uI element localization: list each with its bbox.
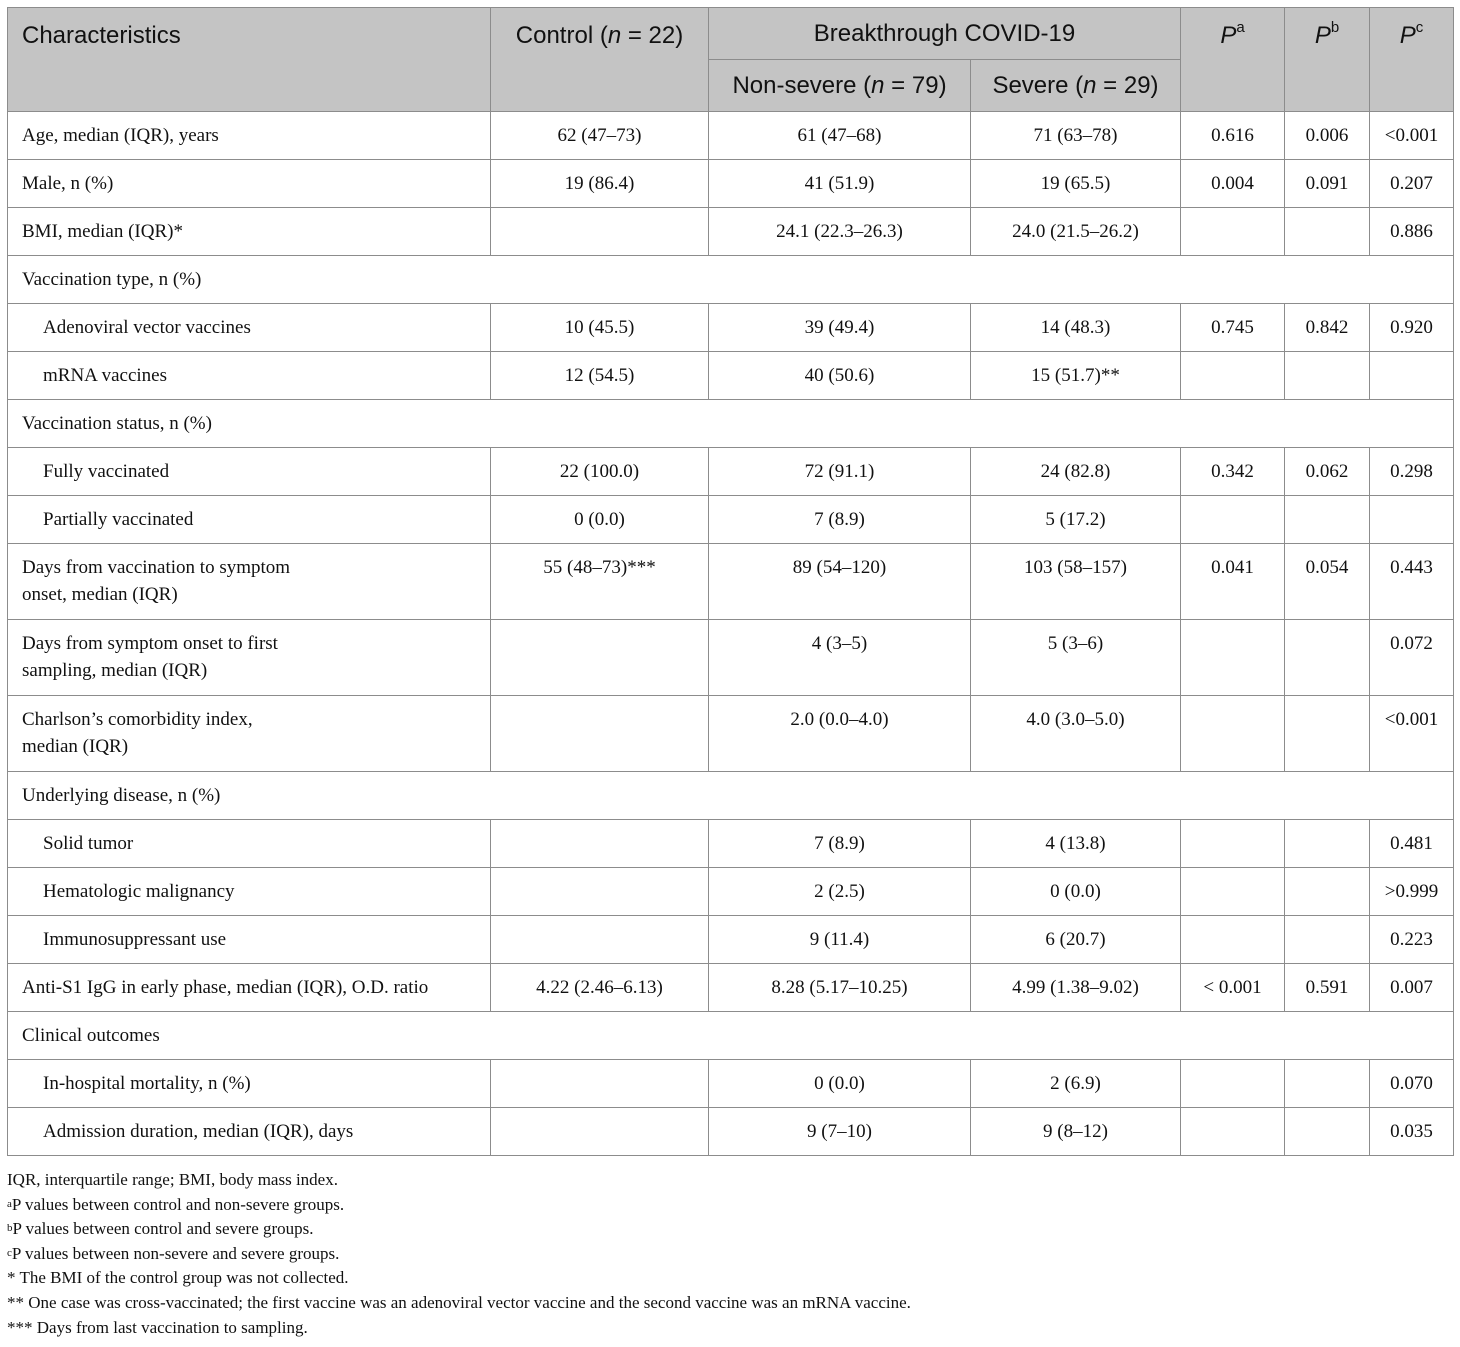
cell-pa (1181, 620, 1285, 696)
cell-pa: 0.004 (1181, 160, 1285, 208)
row-label-line1: Charlson’s comorbidity index, (22, 709, 253, 730)
table-row (8, 868, 1454, 916)
cell-pc: 0.072 (1370, 620, 1454, 696)
characteristics-table (7, 7, 1454, 1156)
cell-nonsevere: 7 (8.9) (709, 820, 971, 868)
cell-control: 4.22 (2.46–6.13) (491, 964, 709, 1012)
cell-nonsevere: 89 (54–120) (709, 544, 971, 620)
cell-nonsevere: 8.28 (5.17–10.25) (709, 964, 971, 1012)
cell-pc: 0.886 (1370, 208, 1454, 256)
cell-control (491, 1060, 709, 1108)
footnote-a: $^a$P values between control and non-severe groups. (7, 1194, 345, 1214)
table-row (8, 544, 1454, 620)
header-characteristics: Characteristics (8, 8, 491, 112)
cell-nonsevere: 40 (50.6) (709, 352, 971, 400)
cell-severe: 6 (20.7) (971, 916, 1181, 964)
cell-pb: 0.591 (1285, 964, 1370, 1012)
cell-severe: 19 (65.5) (971, 160, 1181, 208)
row-label: Hematologic malignancy (8, 868, 491, 916)
cell-pa: < 0.001 (1181, 964, 1285, 1012)
row-label: mRNA vaccines (8, 352, 491, 400)
cell-nonsevere: 9 (7–10) (709, 1108, 971, 1156)
cell-severe: 9 (8–12) (971, 1108, 1181, 1156)
cell-control: 62 (47–73) (491, 112, 709, 160)
cell-nonsevere: 7 (8.9) (709, 496, 971, 544)
cell-pa: 0.616 (1181, 112, 1285, 160)
section-row (8, 256, 1454, 304)
cell-severe: 15 (51.7)** (971, 352, 1181, 400)
footnote-abbreviations: IQR, interquartile range; BMI, body mass index. (7, 1170, 338, 1189)
header-nonsevere: Non-severe (n = 79) (709, 60, 971, 112)
header-pa: $P^a$ (1181, 8, 1285, 112)
cell-nonsevere: 9 (11.4) (709, 916, 971, 964)
row-label (8, 620, 491, 696)
cell-severe: 0 (0.0) (971, 868, 1181, 916)
cell-pa: 0.745 (1181, 304, 1285, 352)
cell-nonsevere: 2.0 (0.0–4.0) (709, 696, 971, 772)
cell-severe: 14 (48.3) (971, 304, 1181, 352)
cell-severe: 5 (3–6) (971, 620, 1181, 696)
cell-control (491, 208, 709, 256)
cell-control (491, 916, 709, 964)
cell-pb (1285, 496, 1370, 544)
cell-control (491, 696, 709, 772)
cell-control: 55 (48–73)*** (491, 544, 709, 620)
cell-control: 19 (86.4) (491, 160, 709, 208)
cell-severe: 5 (17.2) (971, 496, 1181, 544)
row-label: In-hospital mortality, n (%) (8, 1060, 491, 1108)
cell-pc: 0.035 (1370, 1108, 1454, 1156)
cell-control (491, 868, 709, 916)
cell-pb (1285, 620, 1370, 696)
cell-nonsevere: 0 (0.0) (709, 1060, 971, 1108)
cell-nonsevere: 24.1 (22.3–26.3) (709, 208, 971, 256)
row-label: Male, n (%) (8, 160, 491, 208)
header-breakthrough: Breakthrough COVID-19 (709, 8, 1181, 60)
cell-pc (1370, 496, 1454, 544)
cell-severe: 2 (6.9) (971, 1060, 1181, 1108)
cell-pa (1181, 1108, 1285, 1156)
table-row (8, 352, 1454, 400)
row-label: Age, median (IQR), years (8, 112, 491, 160)
section-row (8, 772, 1454, 820)
cell-pc: 0.070 (1370, 1060, 1454, 1108)
row-label: Admission duration, median (IQR), days (8, 1108, 491, 1156)
cell-control: 10 (45.5) (491, 304, 709, 352)
table-header (8, 8, 1454, 112)
cell-pb: 0.062 (1285, 448, 1370, 496)
footnote-star3: *** Days from last vaccination to sampling. (7, 1317, 308, 1337)
cell-pa: 0.342 (1181, 448, 1285, 496)
cell-control (491, 820, 709, 868)
cell-pa (1181, 820, 1285, 868)
cell-severe: 4.0 (3.0–5.0) (971, 696, 1181, 772)
row-label-line2: sampling, median (IQR) (22, 660, 208, 681)
row-label-line2: onset, median (IQR) (22, 584, 178, 605)
footnote-c: $^c$P values between non-severe and severe groups. (7, 1243, 340, 1263)
cell-severe: 24 (82.8) (971, 448, 1181, 496)
cell-pc: 0.920 (1370, 304, 1454, 352)
cell-pb: 0.006 (1285, 112, 1370, 160)
row-label: Partially vaccinated (8, 496, 491, 544)
table-row (8, 112, 1454, 160)
cell-pc: 0.443 (1370, 544, 1454, 620)
cell-pa (1181, 868, 1285, 916)
row-label-line1: Days from vaccination to symptom (22, 557, 291, 578)
footnote-b: $^b$P values between control and severe groups. (7, 1219, 314, 1239)
cell-pb: 0.091 (1285, 160, 1370, 208)
cell-pc: 0.481 (1370, 820, 1454, 868)
characteristics-table-container (7, 7, 1453, 1156)
row-label-line2: median (IQR) (22, 736, 129, 757)
cell-severe: 4 (13.8) (971, 820, 1181, 868)
table-row (8, 1108, 1454, 1156)
cell-nonsevere: 61 (47–68) (709, 112, 971, 160)
cell-pb (1285, 868, 1370, 916)
cell-pa (1181, 696, 1285, 772)
cell-severe: 71 (63–78) (971, 112, 1181, 160)
cell-pb (1285, 352, 1370, 400)
cell-pa (1181, 1060, 1285, 1108)
row-label: BMI, median (IQR)* (8, 208, 491, 256)
cell-pb (1285, 820, 1370, 868)
cell-pb (1285, 696, 1370, 772)
cell-pa (1181, 496, 1285, 544)
section-row (8, 400, 1454, 448)
section-row (8, 1012, 1454, 1060)
cell-pc: 0.007 (1370, 964, 1454, 1012)
table-row (8, 916, 1454, 964)
table-row (8, 304, 1454, 352)
section-label: Vaccination status, n (%) (8, 400, 1454, 448)
table-row (8, 696, 1454, 772)
cell-pc: <0.001 (1370, 696, 1454, 772)
table-row (8, 820, 1454, 868)
cell-nonsevere: 2 (2.5) (709, 868, 971, 916)
cell-nonsevere: 41 (51.9) (709, 160, 971, 208)
cell-pb: 0.842 (1285, 304, 1370, 352)
cell-pc: 0.298 (1370, 448, 1454, 496)
footnote-star2: ** One case was cross-vaccinated; the first vaccine was an adenoviral vector vaccine and the second vaccine was an mRNA vaccine. (7, 1292, 911, 1312)
row-label: Adenoviral vector vaccines (8, 304, 491, 352)
cell-pb (1285, 1060, 1370, 1108)
table-row (8, 160, 1454, 208)
cell-pa (1181, 208, 1285, 256)
cell-control: 12 (54.5) (491, 352, 709, 400)
section-label: Underlying disease, n (%) (8, 772, 1454, 820)
cell-nonsevere: 72 (91.1) (709, 448, 971, 496)
cell-pa (1181, 916, 1285, 964)
cell-control (491, 1108, 709, 1156)
cell-pc: 0.207 (1370, 160, 1454, 208)
cell-pc: <0.001 (1370, 112, 1454, 160)
header-severe: Severe (n = 29) (971, 60, 1181, 112)
row-label (8, 696, 491, 772)
cell-nonsevere: 4 (3–5) (709, 620, 971, 696)
cell-control: 22 (100.0) (491, 448, 709, 496)
row-label: Immunosuppressant use (8, 916, 491, 964)
footnote-star1: * The BMI of the control group was not collected. (7, 1268, 349, 1288)
cell-severe: 24.0 (21.5–26.2) (971, 208, 1181, 256)
table-row (8, 620, 1454, 696)
cell-pb (1285, 916, 1370, 964)
cell-pb: 0.054 (1285, 544, 1370, 620)
header-pb: $P^b$ (1285, 8, 1370, 112)
cell-severe: 4.99 (1.38–9.02) (971, 964, 1181, 1012)
row-label (8, 544, 491, 620)
table-footnotes (7, 1168, 911, 1340)
row-label: Solid tumor (8, 820, 491, 868)
cell-control: 0 (0.0) (491, 496, 709, 544)
cell-pb (1285, 208, 1370, 256)
cell-pc: 0.223 (1370, 916, 1454, 964)
row-label: Anti-S1 IgG in early phase, median (IQR), O.D. ratio (8, 964, 491, 1012)
section-label: Vaccination type, n (%) (8, 256, 1454, 304)
section-label: Clinical outcomes (8, 1012, 1454, 1060)
header-control: Control (n = 22) (491, 8, 709, 112)
cell-pc: >0.999 (1370, 868, 1454, 916)
table-row (8, 208, 1454, 256)
header-pc: $P^c$ (1370, 8, 1454, 112)
cell-nonsevere: 39 (49.4) (709, 304, 971, 352)
cell-pa: 0.041 (1181, 544, 1285, 620)
cell-pa (1181, 352, 1285, 400)
row-label-line1: Days from symptom onset to first (22, 633, 278, 654)
table-row (8, 964, 1454, 1012)
table-row (8, 448, 1454, 496)
cell-pb (1285, 1108, 1370, 1156)
table-row (8, 496, 1454, 544)
cell-severe: 103 (58–157) (971, 544, 1181, 620)
row-label: Fully vaccinated (8, 448, 491, 496)
cell-pc (1370, 352, 1454, 400)
cell-control (491, 620, 709, 696)
table-row (8, 1060, 1454, 1108)
table-body (8, 112, 1454, 1156)
